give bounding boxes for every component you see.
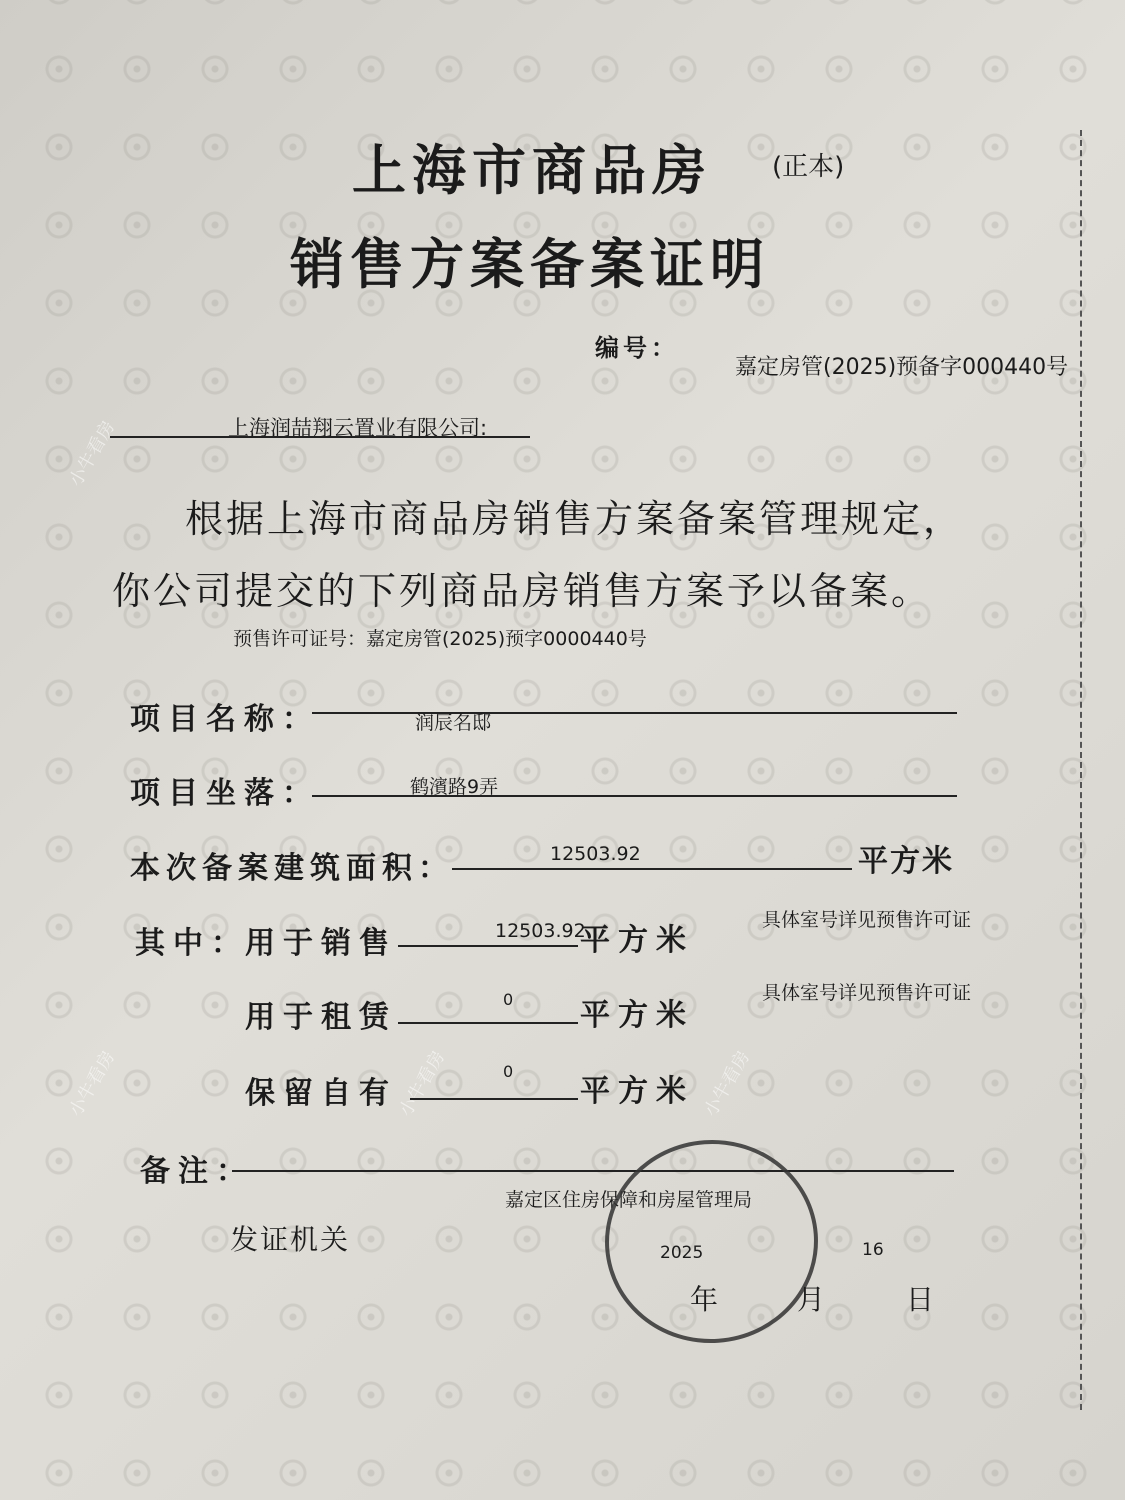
lease-note: 具体室号详见预售许可证 — [762, 982, 972, 1004]
year-label: 年 — [690, 1283, 719, 1316]
watermark: 小牛看房 — [65, 417, 120, 491]
project-location-line — [312, 795, 957, 797]
statement-line1: 根据上海市商品房销售方案备案管理规定， — [185, 497, 965, 541]
project-location-label: 项目坐落： — [130, 776, 320, 811]
watermark: 小牛看房 — [700, 1047, 755, 1121]
watermark: 小牛看房 — [65, 1047, 120, 1121]
project-name-line — [312, 712, 957, 714]
title-line2: 销售方案备案证明 — [290, 233, 770, 296]
title-line1: 上海市商品房 — [352, 139, 712, 202]
addressee-underline — [110, 436, 530, 438]
month-label: 月 — [797, 1283, 826, 1316]
day-label: 日 — [906, 1283, 935, 1316]
breakdown-prefix: 其中： — [135, 926, 249, 961]
remarks-line — [232, 1170, 954, 1172]
project-name-value: 润辰名邸 — [415, 712, 492, 734]
lease-line — [398, 1022, 578, 1024]
date-day: 16 — [862, 1240, 884, 1260]
reserved-line — [410, 1098, 578, 1100]
lease-label: 用于租赁 — [245, 1000, 397, 1035]
addressee: 上海润喆翔云置业有限公司: — [228, 416, 488, 440]
remarks-label: 备注： — [140, 1154, 254, 1189]
reserved-unit: 平方米 — [580, 1074, 694, 1109]
issuer-label: 发证机关 — [230, 1223, 351, 1256]
project-name-label: 项目名称： — [130, 702, 320, 737]
project-location-value: 鹤濱路9弄 — [410, 776, 499, 798]
reserved-label: 保留自有 — [245, 1076, 397, 1111]
number-label: 编号： — [595, 334, 679, 362]
sale-value: 12503.92 — [495, 920, 586, 942]
date-year: 2025 — [660, 1243, 704, 1263]
area-line — [452, 868, 852, 870]
lease-unit: 平方米 — [580, 998, 694, 1033]
issuer-name: 嘉定区住房保障和房屋管理局 — [505, 1189, 753, 1211]
edition-label: (正本) — [772, 152, 845, 182]
reserved-value: 0 — [503, 1062, 514, 1081]
lease-value: 0 — [503, 990, 514, 1009]
watermark: 小牛看房 — [395, 1047, 450, 1121]
number-value: 嘉定房管(2025)预备字000440号 — [735, 355, 1069, 380]
presale-permit: 预售许可证号：嘉定房管(2025)预字0000440号 — [233, 628, 647, 650]
sale-label: 用于销售 — [245, 926, 397, 961]
area-value: 12503.92 — [550, 843, 641, 865]
sale-unit: 平方米 — [580, 923, 694, 958]
area-label: 本次备案建筑面积： — [130, 851, 454, 886]
area-unit: 平方米 — [858, 844, 954, 879]
sale-note: 具体室号详见预售许可证 — [762, 909, 972, 931]
perforation-line — [1080, 130, 1082, 1410]
sale-line — [398, 945, 578, 947]
statement-line2: 你公司提交的下列商品房销售方案予以备案。 — [112, 569, 933, 613]
